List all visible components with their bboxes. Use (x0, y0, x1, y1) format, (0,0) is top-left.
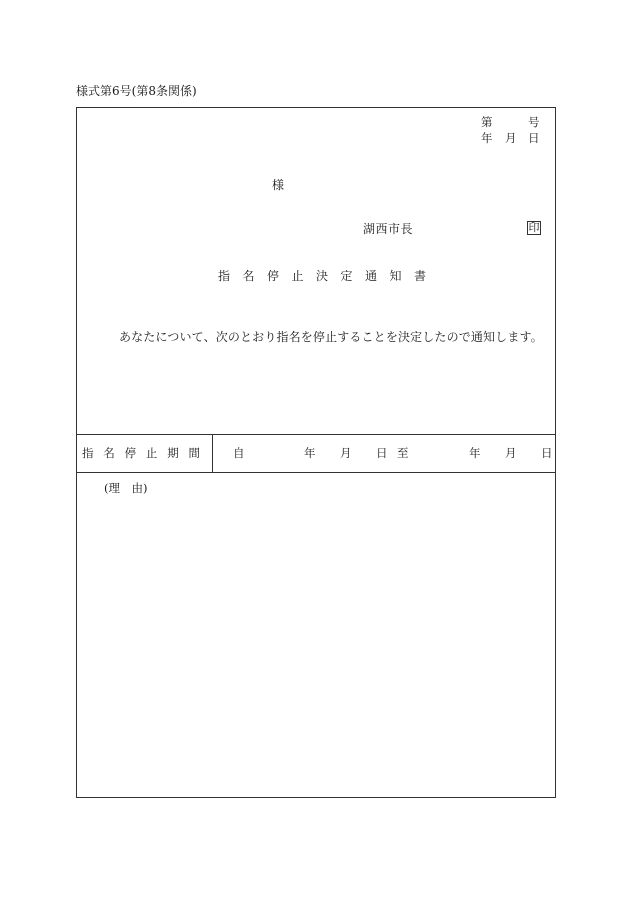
date-month-label: 月 (505, 131, 517, 145)
period-label-divider (212, 435, 213, 473)
issuer-name: 湖西市長 (363, 222, 414, 236)
document-number-suffix: 号 (528, 115, 540, 129)
date-day-label: 日 (528, 131, 540, 145)
form-number-label: 様式第6号(第8条関係) (76, 84, 197, 98)
seal-icon: 印 (528, 221, 540, 234)
period-bottom-divider (77, 472, 555, 473)
addressee-honorific: 様 (272, 178, 285, 192)
period-from-day: 日 (376, 446, 388, 460)
notice-title: 指名停止決定通知書 (218, 269, 439, 283)
period-to-year: 年 (469, 446, 481, 460)
period-to-label: 至 (397, 446, 409, 460)
period-to-month: 月 (505, 446, 517, 460)
notice-body-text: あなたについて、次のとおり指名を停止することを決定したので通知します。 (119, 330, 543, 344)
reason-label: (理 由) (104, 481, 148, 495)
period-from-label: 自 (233, 446, 245, 460)
period-label: 指名停止期間 (82, 446, 210, 460)
period-from-month: 月 (340, 446, 352, 460)
period-from-year: 年 (304, 446, 316, 460)
document-number-prefix: 第 (481, 115, 493, 129)
period-top-divider (77, 434, 555, 435)
date-year-label: 年 (481, 131, 493, 145)
period-to-day: 日 (541, 446, 553, 460)
